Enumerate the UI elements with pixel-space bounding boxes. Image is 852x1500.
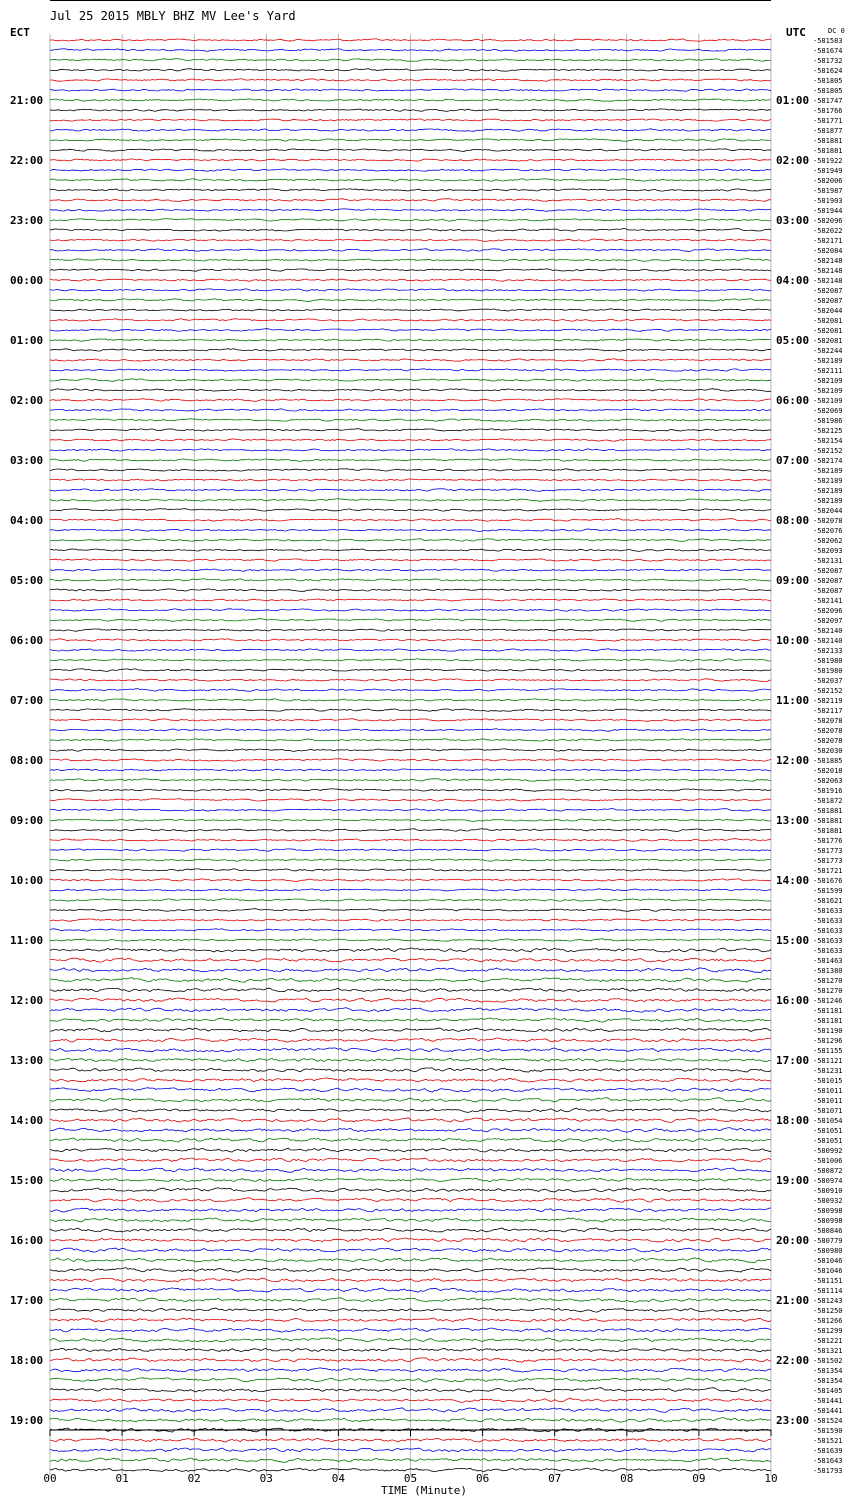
x-tick-label-05: 05 <box>403 1472 418 1485</box>
dc-offset-label: -582096 <box>813 217 843 225</box>
dc-offset-header: DC 0 <box>828 27 845 35</box>
x-tick-label-09: 09 <box>692 1472 706 1485</box>
dc-offset-label: -581922 <box>813 157 843 165</box>
dc-offset-label: -582152 <box>813 687 843 695</box>
dc-offset-label: -581270 <box>813 977 843 985</box>
left-hour-label: 21:00 <box>10 94 44 107</box>
left-hour-label: 01:00 <box>10 334 44 347</box>
dc-offset-label: -581181 <box>813 1007 843 1015</box>
dc-offset-label: -582097 <box>813 617 843 625</box>
left-hour-label: 10:00 <box>10 874 44 887</box>
right-hour-label: 21:00 <box>776 1294 810 1307</box>
dc-offset-label: -582081 <box>813 317 843 325</box>
dc-offset-label: -581916 <box>813 787 843 795</box>
left-hour-label: 09:00 <box>10 814 44 827</box>
dc-offset-label: -581046 <box>813 1257 843 1265</box>
dc-offset-label: -581524 <box>813 1417 843 1425</box>
dc-offset-label: -581633 <box>813 947 843 955</box>
left-hour-labels <box>10 94 43 1427</box>
right-hour-label: 15:00 <box>776 934 810 947</box>
dc-offset-label: -582152 <box>813 447 843 455</box>
dc-offset-label: -582148 <box>813 257 843 265</box>
dc-offset-label: -582119 <box>813 697 843 705</box>
dc-offset-label: -581793 <box>813 1467 843 1475</box>
left-hour-label: 23:00 <box>10 214 44 227</box>
dc-offset-label: -582087 <box>813 567 843 575</box>
x-tick-label-03: 03 <box>259 1472 273 1485</box>
dc-offset-label: -580998 <box>813 1207 843 1215</box>
dc-offset-label: -581151 <box>813 1277 843 1285</box>
dc-offset-label: -581583 <box>813 37 843 45</box>
right-hour-label: 05:00 <box>776 334 810 347</box>
dc-offset-label: -582006 <box>813 177 843 185</box>
dc-offset-label: -581354 <box>813 1367 843 1375</box>
dc-offset-label: -582076 <box>813 527 843 535</box>
right-hour-label: 19:00 <box>776 1174 810 1187</box>
dc-offset-label: -581903 <box>813 197 843 205</box>
dc-offset-label: -581674 <box>813 47 843 55</box>
dc-offset-label: -580998 <box>813 1217 843 1225</box>
dc-offset-label: -581885 <box>813 757 843 765</box>
left-hour-label: 17:00 <box>10 1294 44 1307</box>
right-hour-label: 02:00 <box>776 154 810 167</box>
left-hour-label: 11:00 <box>10 934 44 947</box>
left-hour-label: 05:00 <box>10 574 44 587</box>
dc-offset-label: -581463 <box>813 957 843 965</box>
dc-offset-label: -581405 <box>813 1387 843 1395</box>
dc-offset-label: -581590 <box>813 1427 843 1435</box>
dc-offset-label: -581633 <box>813 917 843 925</box>
dc-offset-label: -580992 <box>813 1147 843 1155</box>
dc-offset-label: -581321 <box>813 1347 843 1355</box>
dc-offset-label: -581624 <box>813 67 843 75</box>
dc-offset-label: -582062 <box>813 537 843 545</box>
right-hour-label: 13:00 <box>776 814 810 827</box>
dc-offset-label: -581643 <box>813 1457 843 1465</box>
dc-offset-label: -580872 <box>813 1167 843 1175</box>
dc-offset-label: -581246 <box>813 997 843 1005</box>
dc-offset-label: -582084 <box>813 247 843 255</box>
dc-offset-label: -581805 <box>813 87 843 95</box>
dc-offset-label: -582022 <box>813 227 843 235</box>
dc-offset-label: -581155 <box>813 1047 843 1055</box>
dc-offset-label: -580910 <box>813 1187 843 1195</box>
dc-offset-label: -581633 <box>813 937 843 945</box>
dc-offset-label: -582081 <box>813 327 843 335</box>
dc-offset-label: -581676 <box>813 877 843 885</box>
dc-offset-label: -581046 <box>813 1267 843 1275</box>
x-tick-label-08: 08 <box>620 1472 634 1485</box>
dc-offset-label: -580779 <box>813 1237 843 1245</box>
dc-offset-label: -582044 <box>813 307 843 315</box>
right-hour-label: 10:00 <box>776 634 810 647</box>
dc-offset-label: -582044 <box>813 507 843 515</box>
dc-offset-label: -581190 <box>813 1027 843 1035</box>
left-hour-label: 18:00 <box>10 1354 44 1367</box>
dc-offset-label: -581011 <box>813 1087 843 1095</box>
left-hour-label: 12:00 <box>10 994 44 1007</box>
dc-offset-label: -582117 <box>813 707 843 715</box>
dc-offset-label: -581766 <box>813 107 843 115</box>
x-tick-label-06: 06 <box>475 1472 490 1485</box>
dc-offset-label: -582096 <box>813 607 843 615</box>
left-hour-label: 19:00 <box>10 1414 44 1427</box>
dc-offset-label: -581881 <box>813 817 843 825</box>
dc-offset-label: -582140 <box>813 627 843 635</box>
right-hour-label: 07:00 <box>776 454 810 467</box>
right-hour-label: 18:00 <box>776 1114 810 1127</box>
dc-offset-label: -581231 <box>813 1067 843 1075</box>
dc-offset-label: -582087 <box>813 587 843 595</box>
left-hour-label: 00:00 <box>10 274 44 287</box>
dc-offset-label: -581881 <box>813 147 843 155</box>
x-tick-label-01: 01 <box>115 1472 129 1485</box>
dc-offset-label: -581621 <box>813 897 843 905</box>
dc-offset-label: -582133 <box>813 647 843 655</box>
dc-offset-label: -581502 <box>813 1357 843 1365</box>
dc-offset-label: -581949 <box>813 167 843 175</box>
left-hour-label: 07:00 <box>10 694 44 707</box>
dc-offset-label: -581299 <box>813 1327 843 1335</box>
dc-offset-label: -581980 <box>813 657 843 665</box>
right-hour-label: 16:00 <box>776 994 810 1007</box>
dc-offset-label: -582087 <box>813 297 843 305</box>
left-hour-label: 13:00 <box>10 1054 44 1067</box>
right-hour-label: 22:00 <box>776 1354 810 1367</box>
dc-offset-label: -581181 <box>813 1017 843 1025</box>
dc-offset-label: -581114 <box>813 1287 843 1295</box>
dc-offset-label: -581721 <box>813 867 843 875</box>
right-hour-labels <box>776 94 809 1427</box>
x-tick-label-07: 07 <box>548 1472 562 1485</box>
dc-offset-label: -581987 <box>813 187 843 195</box>
dc-offset-label: -582078 <box>813 737 843 745</box>
dc-offset-label: -581771 <box>813 117 843 125</box>
dc-offset-label: -580974 <box>813 1177 843 1185</box>
right-timezone-label: UTC <box>786 26 806 39</box>
left-hour-label: 08:00 <box>10 754 44 767</box>
dc-offset-label: -582174 <box>813 457 843 465</box>
dc-offset-label: -581773 <box>813 847 843 855</box>
dc-offset-label: -581250 <box>813 1307 843 1315</box>
dc-offset-label: -580932 <box>813 1197 843 1205</box>
right-hour-label: 09:00 <box>776 574 810 587</box>
dc-offset-label: -581015 <box>813 1077 843 1085</box>
dc-offset-label: -582244 <box>813 347 843 355</box>
dc-offset-label: -580846 <box>813 1227 843 1235</box>
dc-offset-label: -581773 <box>813 857 843 865</box>
dc-offset-label: -581441 <box>813 1397 843 1405</box>
right-hour-label: 03:00 <box>776 214 810 227</box>
dc-offset-label: -582131 <box>813 557 843 565</box>
left-hour-label: 16:00 <box>10 1234 44 1247</box>
dc-offset-label: -581599 <box>813 887 843 895</box>
dc-offset-label: -582081 <box>813 337 843 345</box>
left-hour-label: 04:00 <box>10 514 44 527</box>
right-hour-label: 23:00 <box>776 1414 810 1427</box>
dc-offset-label: -580980 <box>813 1247 843 1255</box>
dc-offset-label: -582189 <box>813 357 843 365</box>
dc-offset-label: -581296 <box>813 1037 843 1045</box>
dc-offset-label: -581051 <box>813 1127 843 1135</box>
dc-offset-label: -582141 <box>813 597 843 605</box>
x-tick-label-02: 02 <box>187 1472 201 1485</box>
right-hour-label: 11:00 <box>776 694 810 707</box>
right-hour-label: 01:00 <box>776 94 810 107</box>
dc-offset-label: -582087 <box>813 577 843 585</box>
right-hour-label: 06:00 <box>776 394 810 407</box>
dc-offset-label: -582171 <box>813 237 843 245</box>
dc-offset-label: -582154 <box>813 437 843 445</box>
dc-offset-label: -581732 <box>813 57 843 65</box>
dc-offset-label: -582078 <box>813 727 843 735</box>
dc-offset-label: -582148 <box>813 277 843 285</box>
dc-offset-label: -581006 <box>813 1157 843 1165</box>
dc-offset-label: -582140 <box>813 637 843 645</box>
dc-offset-label: -582189 <box>813 487 843 495</box>
dc-offset-label: -582111 <box>813 367 843 375</box>
dc-offset-label: -581986 <box>813 417 843 425</box>
left-timezone-label: ECT <box>10 26 30 39</box>
dc-offset-label: -581380 <box>813 967 843 975</box>
dc-offset-label: -582078 <box>813 717 843 725</box>
dc-offset-label: -582109 <box>813 387 843 395</box>
left-hour-label: 03:00 <box>10 454 44 467</box>
right-hour-label: 17:00 <box>776 1054 810 1067</box>
dc-offset-label: -581776 <box>813 837 843 845</box>
right-hour-label: 08:00 <box>776 514 810 527</box>
dc-offset-label: -581881 <box>813 827 843 835</box>
right-hour-label: 20:00 <box>776 1234 810 1247</box>
dc-offset-label: -581521 <box>813 1437 843 1445</box>
dc-offset-label: -582189 <box>813 497 843 505</box>
plot-title: Jul 25 2015 MBLY BHZ MV Lee's Yard <box>50 9 296 23</box>
dc-offset-label: -581221 <box>813 1337 843 1345</box>
dc-offset-label: -581805 <box>813 77 843 85</box>
dc-offset-label: -581054 <box>813 1117 843 1125</box>
dc-offset-label: -581944 <box>813 207 843 215</box>
dc-offset-label: -581354 <box>813 1377 843 1385</box>
dc-offset-label: -582063 <box>813 777 843 785</box>
left-hour-label: 02:00 <box>10 394 44 407</box>
dc-offset-label: -582093 <box>813 547 843 555</box>
x-tick-label-10: 10 <box>764 1472 778 1485</box>
dc-offset-label: -581747 <box>813 97 843 105</box>
x-tick-label-04: 04 <box>331 1472 346 1485</box>
dc-offset-label: -582087 <box>813 287 843 295</box>
dc-offset-label: -582189 <box>813 477 843 485</box>
left-hour-label: 15:00 <box>10 1174 44 1187</box>
x-axis-label: TIME (Minute) <box>380 1484 468 1497</box>
right-hour-label: 04:00 <box>776 274 810 287</box>
dc-offset-label: -581441 <box>813 1407 843 1415</box>
x-tick-label-00: 00 <box>43 1472 57 1485</box>
dc-offset-label: -582109 <box>813 377 843 385</box>
dc-offset-label: -581051 <box>813 1137 843 1145</box>
dc-offset-label: -581881 <box>813 807 843 815</box>
dc-offset-label: -582148 <box>813 267 843 275</box>
dc-offset-label: -581071 <box>813 1107 843 1115</box>
dc-offset-label: -582189 <box>813 467 843 475</box>
left-hour-label: 22:00 <box>10 154 44 167</box>
dc-offset-label: -582078 <box>813 517 843 525</box>
dc-offset-label: -581011 <box>813 1097 843 1105</box>
dc-offset-label: -582037 <box>813 677 843 685</box>
dc-offset-label: -582018 <box>813 767 843 775</box>
right-hour-label: 14:00 <box>776 874 810 887</box>
right-hour-label: 12:00 <box>776 754 810 767</box>
dc-offset-label: -581121 <box>813 1057 843 1065</box>
dc-offset-label: -581633 <box>813 907 843 915</box>
left-hour-label: 14:00 <box>10 1114 44 1127</box>
dc-offset-label: -581639 <box>813 1447 843 1455</box>
dc-offset-label: -581243 <box>813 1297 843 1305</box>
dc-offset-label: -581872 <box>813 797 843 805</box>
dc-offset-label: -581633 <box>813 927 843 935</box>
dc-offset-label: -581980 <box>813 667 843 675</box>
dc-offset-label: -582069 <box>813 407 843 415</box>
left-hour-label: 06:00 <box>10 634 44 647</box>
dc-offset-label: -581881 <box>813 137 843 145</box>
dc-offset-label: -581877 <box>813 127 843 135</box>
dc-offset-label: -582030 <box>813 747 843 755</box>
dc-offset-label: -582125 <box>813 427 843 435</box>
dc-offset-label: -582109 <box>813 397 843 405</box>
dc-offset-labels <box>813 37 843 1475</box>
dc-offset-label: -581270 <box>813 987 843 995</box>
dc-offset-label: -581266 <box>813 1317 843 1325</box>
